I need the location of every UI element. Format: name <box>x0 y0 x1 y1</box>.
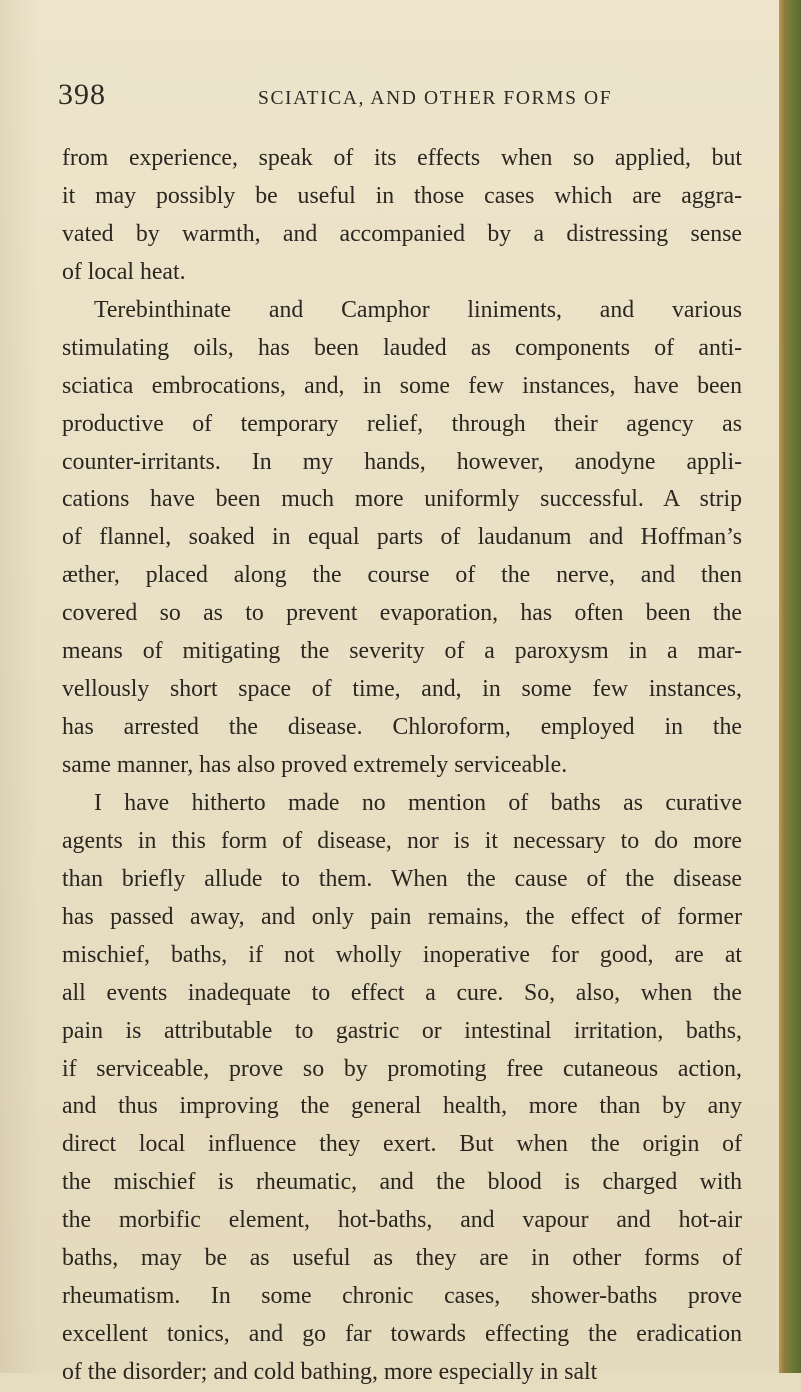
text-line: than briefly allude to them. When the cause of the disease <box>62 865 742 892</box>
text-line: baths, may be as useful as they are in other forms of <box>62 1245 742 1272</box>
text-line: it may possibly be useful in those cases which are aggra- <box>62 182 742 209</box>
text-line: all events inadequate to effect a cure. So, also, when the <box>62 979 742 1006</box>
paragraph <box>62 140 742 292</box>
text-line: covered so as to prevent evaporation, has often been the <box>62 600 742 627</box>
text-line: I have hitherto made no mention of baths as curative <box>94 789 742 816</box>
text-line: means of mitigating the severity of a paroxysm in a mar- <box>62 638 742 665</box>
text-line: æther, placed along the course of the nerve, and then <box>62 562 742 589</box>
running-head <box>58 78 758 118</box>
text-line: of local heat. <box>62 258 186 285</box>
text-line: the morbific element, hot-baths, and vapour and hot-air <box>62 1207 742 1234</box>
text-line: has arrested the disease. Chloroform, employed in the <box>62 714 742 741</box>
text-line: vellously short space of time, and, in some few instances, <box>62 676 742 703</box>
paragraph <box>62 785 742 1392</box>
text-line: vated by warmth, and accompanied by a distressing sense <box>62 220 742 247</box>
text-line: excellent tonics, and go far towards effecting the eradication <box>62 1321 742 1348</box>
text-line: rheumatism. In some chronic cases, shower-baths prove <box>62 1283 742 1310</box>
text-line: pain is attributable to gastric or intestinal irritation, baths, <box>62 1017 742 1044</box>
text-line: direct local influence they exert. But when the origin of <box>62 1131 742 1158</box>
text-line: productive of temporary relief, through their agency as <box>62 410 742 437</box>
text-line: has passed away, and only pain remains, the effect of former <box>62 903 742 930</box>
text-line: same manner, has also proved extremely serviceable. <box>62 752 568 778</box>
text-line: counter-irritants. In my hands, however, anodyne appli- <box>62 448 742 475</box>
text-line: cations have been much more uniformly successful. A strip <box>62 486 742 513</box>
text-line: if serviceable, prove so by promoting free cutaneous action, <box>62 1055 742 1082</box>
page-number: 398 <box>58 78 106 111</box>
text-line: stimulating oils, has been lauded as components of anti- <box>62 334 742 361</box>
text-line: from experience, speak of its effects when so applied, but <box>62 145 742 171</box>
text-line: of the disorder; and cold bathing, more especially in salt <box>62 1359 598 1385</box>
text-line: agents in this form of disease, nor is it necessary to do more <box>62 827 742 854</box>
text-line: the mischief is rheumatic, and the blood is charged with <box>62 1169 742 1196</box>
text-line: of flannel, soaked in equal parts of laudanum and Hoffman’s <box>62 524 742 551</box>
paragraph <box>62 292 742 785</box>
text-line: sciatica embrocations, and, in some few instances, have been <box>62 372 742 399</box>
body-text <box>62 140 742 1392</box>
text-line: Terebinthinate and Camphor liniments, and various <box>94 296 742 323</box>
page-edge <box>779 0 801 1373</box>
text-line: mischief, baths, if not wholly inoperative for good, are at <box>62 941 742 968</box>
text-line: and thus improving the general health, more than by any <box>62 1093 742 1120</box>
running-title: SCIATICA, AND OTHER FORMS OF <box>258 88 613 109</box>
